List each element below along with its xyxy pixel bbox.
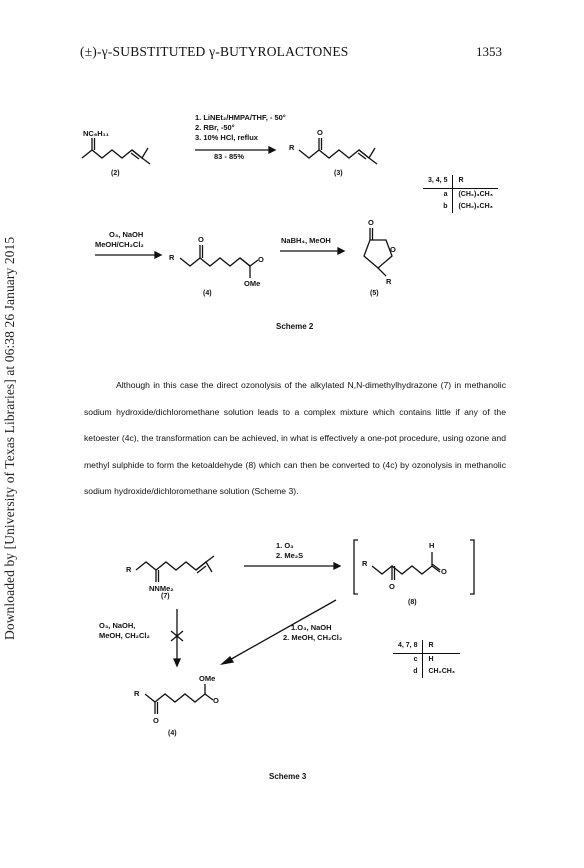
table-header-cell: 3, 4, 5 bbox=[423, 175, 453, 189]
table-cell: c bbox=[393, 654, 423, 667]
table-cell: b bbox=[423, 201, 453, 213]
r-group-label: R bbox=[362, 559, 368, 568]
condition-step: 2. MeOH, CH₂Cl₂ bbox=[283, 633, 343, 642]
scheme2-yield: 83 - 85% bbox=[214, 152, 245, 161]
compound-5-label: (5) bbox=[370, 290, 379, 297]
condition-step: O₃, NaOH bbox=[109, 230, 144, 239]
scheme2-conditions-3: NaBH₄, MeOH bbox=[281, 236, 331, 245]
o-atom-label: O bbox=[441, 567, 447, 576]
table-cell: (CH₂)₆CH₃ bbox=[458, 203, 493, 210]
table-header-row bbox=[423, 175, 498, 189]
condition-step: MeOH/CH₂Cl₂ bbox=[95, 240, 144, 249]
table-cell: CH₂CH₃ bbox=[428, 668, 456, 675]
o-atom-label: O bbox=[198, 235, 204, 244]
compound-4-label: (4) bbox=[203, 290, 212, 297]
nc6h11-atom-label: NC₆H₁₁ bbox=[83, 129, 109, 138]
h-atom-label: H bbox=[429, 541, 435, 550]
condition-step: MeOH, CH₂Cl₂ bbox=[99, 631, 150, 640]
r-group-label: R bbox=[386, 277, 392, 286]
r-group-label: R bbox=[169, 253, 175, 262]
scheme3-conditions-3 bbox=[99, 621, 150, 641]
compound-8-structure bbox=[352, 536, 478, 600]
o-atom-label: O bbox=[368, 218, 374, 227]
condition-step: 2. Me₂S bbox=[276, 551, 304, 560]
compound-8-label: (8) bbox=[408, 599, 417, 606]
reaction-arrow bbox=[244, 562, 340, 570]
ome-group-label: OMe bbox=[244, 279, 261, 288]
compound-3-label: (3) bbox=[334, 170, 343, 177]
scheme3-conditions-1 bbox=[276, 541, 303, 561]
compound-5-structure bbox=[352, 218, 402, 288]
table-cell: d bbox=[393, 666, 423, 678]
scheme2-conditions-2 bbox=[95, 230, 144, 250]
r-group-label: R bbox=[126, 565, 132, 574]
compound-4-structure bbox=[133, 672, 243, 724]
compound-7-structure bbox=[122, 548, 232, 598]
table-cell: a bbox=[423, 189, 453, 202]
scheme-3-caption: Scheme 3 bbox=[269, 772, 307, 781]
reaction-arrow bbox=[95, 251, 161, 259]
table-cell: H bbox=[428, 656, 434, 663]
scheme-2-caption: Scheme 2 bbox=[276, 322, 314, 331]
reaction-arrow bbox=[280, 247, 344, 255]
o-atom-label: O bbox=[153, 716, 159, 725]
download-watermark: Downloaded by [University of Texas Libraries] at 06:38 26 January 2015 bbox=[2, 236, 17, 640]
compound-7-label: (7) bbox=[161, 593, 170, 600]
condition-step: 1. O₃ bbox=[276, 541, 294, 550]
running-header-title: (±)-γ-SUBSTITUTED γ-BUTYROLACTONES bbox=[80, 44, 349, 59]
body-paragraph: Although in this case the direct ozonolysis of the alkylated N,N-dimethylhydrazone (7) in methanolic sodium hydroxide/dichloromethane solution leads to a complex mixture which contains little if any of the ketoester (4c), the transformation can be achieved, in what is effectively a one-pot procedure, using ozone and methyl sulphide to form the ketoaldehyde (8) which can then be converted to (4c) by ozonolysis in methanolic sodium hydroxide/dichloromethane solution (Scheme 3). bbox=[84, 380, 506, 496]
table-header-cell: 4, 7, 8 bbox=[393, 640, 423, 654]
scheme2-r-group-table bbox=[423, 175, 498, 213]
compound-2-structure bbox=[80, 128, 170, 168]
o-atom-label: O bbox=[317, 128, 323, 137]
ring-o-atom-label: O bbox=[390, 245, 396, 254]
scheme2-conditions-1 bbox=[195, 113, 286, 143]
table-cell: (CH₂)₃CH₃ bbox=[458, 191, 493, 198]
table-row bbox=[393, 654, 460, 667]
condition-step: O₃, NaOH, bbox=[99, 621, 136, 630]
compound-3-structure bbox=[285, 128, 395, 168]
compound-4-structure bbox=[168, 230, 278, 286]
condition-step: 1.O₃, NaOH bbox=[291, 623, 332, 632]
table-row bbox=[393, 666, 460, 678]
compound-4-label: (4) bbox=[168, 730, 177, 737]
table-row bbox=[423, 189, 498, 202]
o-atom-label: O bbox=[213, 696, 219, 705]
table-header-row bbox=[393, 640, 460, 654]
condition-step: 2. RBr, -50° bbox=[195, 123, 235, 132]
r-group-label: R bbox=[289, 143, 295, 152]
blocked-reaction-arrow bbox=[167, 609, 187, 667]
o-atom-label: O bbox=[389, 582, 395, 591]
condition-step: 3. 10% HCl, reflux bbox=[195, 133, 258, 142]
page-number: 1353 bbox=[476, 44, 502, 59]
r-group-label: R bbox=[134, 689, 140, 698]
table-header-cell: R bbox=[423, 640, 460, 654]
ome-group-label: OMe bbox=[199, 674, 216, 683]
table-row bbox=[423, 201, 498, 213]
scheme3-conditions-2 bbox=[283, 623, 342, 643]
table-header-cell: R bbox=[453, 175, 498, 189]
condition-step: 1. LiNEt₂/HMPA/THF, - 50° bbox=[195, 113, 286, 122]
scheme3-r-group-table bbox=[393, 640, 460, 678]
compound-2-label: (2) bbox=[111, 170, 120, 177]
o-atom-label: O bbox=[258, 255, 264, 264]
nnme2-atom-label: NNMe₂ bbox=[149, 584, 174, 593]
